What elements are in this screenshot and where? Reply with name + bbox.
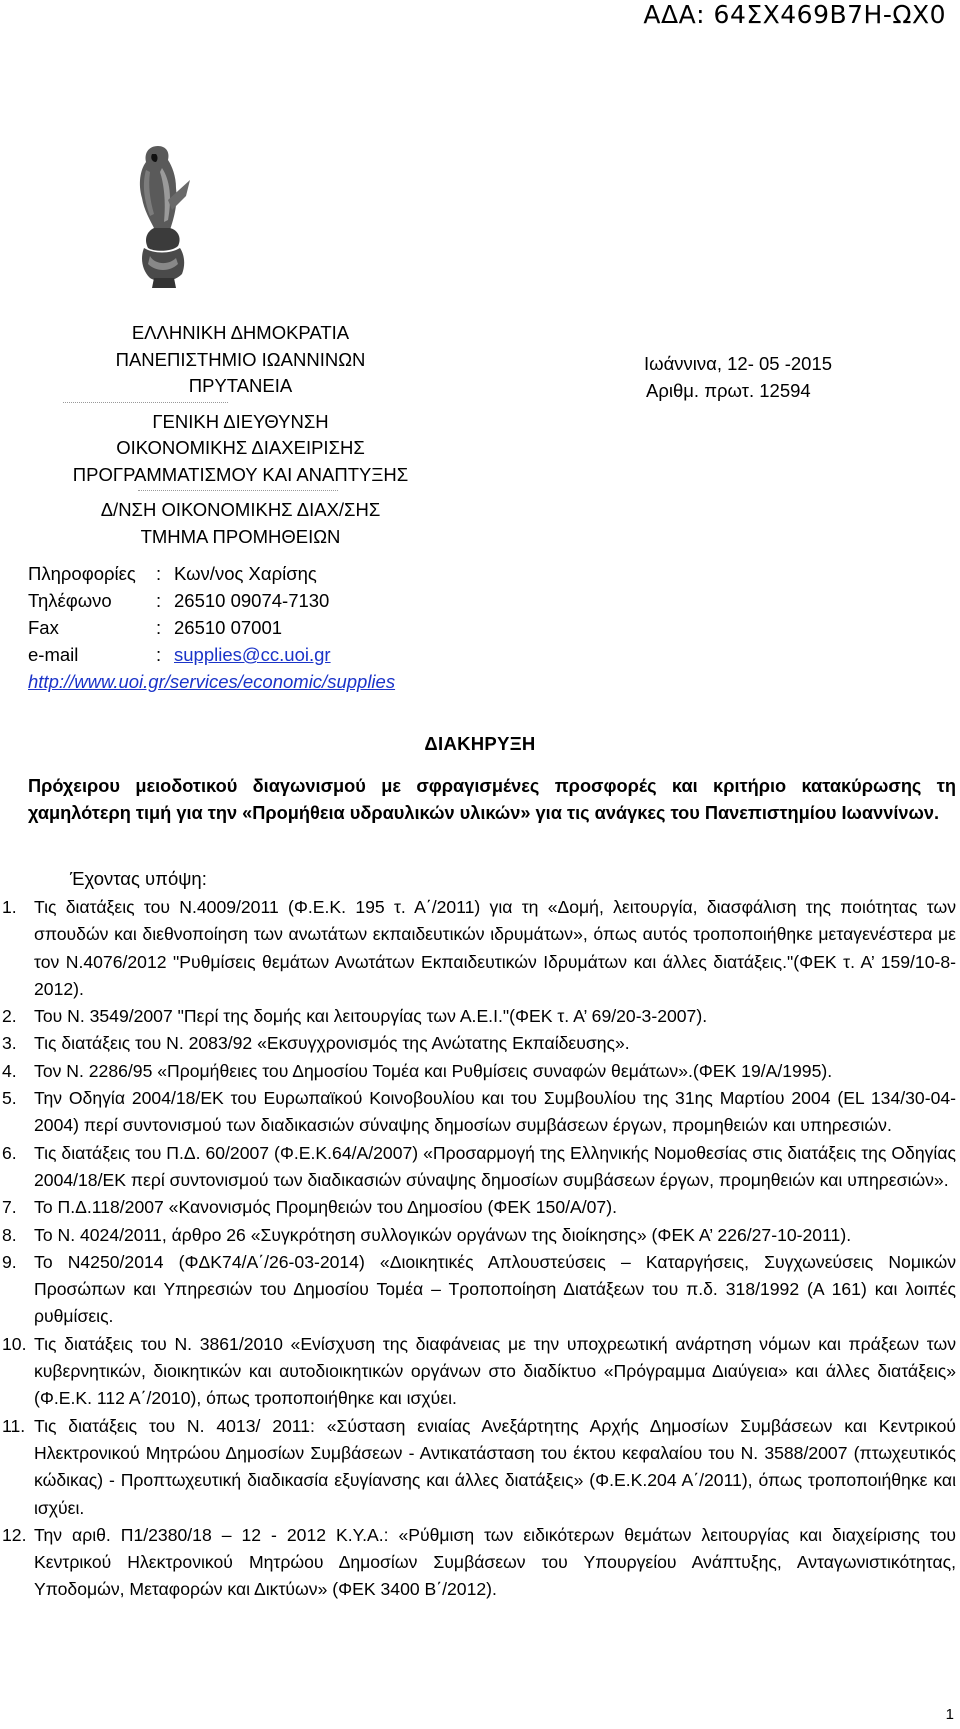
header-line-6: ΠΡΟΓΡΑΜΜΑΤΙΣΜΟΥ ΚΑΙ ΑΝΑΠΤΥΞΗΣ (72, 463, 409, 485)
item-number: 2. (2, 1006, 17, 1027)
item-text: Το Ν4250/2014 (ΦΔΚ74/Α΄/26-03-2014) «Διοικητικές Απλουστεύσεις – Καταργήσεις, Συγχωνεύσεις Νομικών Προσώπων και Υπηρεσιών του Δημοσίου Τομέα – Τροποποίηση Διατάξεων του π.δ. 318/1992 (Α 161) και λοιπές ρυθμίσεις. (34, 1251, 956, 1327)
protocol-number: Αριθμ. πρωτ. 12594 (646, 380, 811, 401)
ada-code: ΑΔΑ: 64ΣΧ469Β7Η-ΩΧ0 (643, 0, 946, 29)
list-item (0, 1331, 956, 1413)
contact-label: Fax (28, 617, 59, 638)
item-text: Τον Ν. 2286/95 «Προμήθειες του Δημοσίου Τομέα και Ρυθμίσεις συναφών θεμάτων».(ΦΕΚ 19/Α/1995). (34, 1060, 833, 1081)
item-number: 1. (2, 897, 17, 917)
item-number: 5. (2, 1088, 17, 1109)
item-number: 9. (2, 1251, 17, 1272)
header-line-2: ΠΑΝΕΠΙΣΤΗΜΙΟ ΙΩΑΝΝΙΝΩΝ (115, 348, 366, 370)
item-number: 11. (2, 1415, 26, 1436)
item-number: 12. (2, 1524, 27, 1545)
document-subject: Πρόχειρου μειοδοτικού διαγωνισμού με σφραγισμένες προσφορές και κριτήριο κατακύρωσης τη χαμηλότερη τιμή για την «Προμήθεια υδραυλικών υλικών» για τις ανάγκες του Πανεπιστημίου Ιωαννίνων. (28, 776, 956, 823)
item-number: 10. (2, 1333, 27, 1354)
list-item (0, 1058, 956, 1085)
contact-row (28, 614, 395, 641)
item-number: 4. (2, 1060, 17, 1081)
list-item (0, 1522, 956, 1604)
item-number: 7. (2, 1197, 17, 1218)
contact-colon: : (156, 644, 162, 665)
having-in-mind-label: Έχοντας υπόψη: (70, 868, 207, 889)
item-text: Το Π.Δ.118/2007 «Κανονισμός Προμηθειών του Δημοσίου (ΦΕΚ 150/Α/07). (34, 1197, 617, 1218)
contact-value: Κων/νος Χαρίσης (174, 563, 317, 584)
item-text: Τις διατάξεις του Ν. 3861/2010 «Ενίσχυση της διαφάνειας με την υποχρεωτική ανάρτηση νόμων και πράξεων των κυβερνητικών, διοικητικών και αυτοδιοικητικών οργάνων στο διαδίκτυο «Πρόγραμμα Διαύγεια» και άλλες διατάξεις» (Φ.Ε.Κ. 112 Α΄/2010), όπως τροποποιήθηκε και ισχύει. (34, 1333, 956, 1409)
list-item (0, 1030, 956, 1057)
contact-colon: : (156, 563, 162, 584)
legal-basis-list (0, 894, 960, 1604)
item-text: Τις διατάξεις του Ν. 4013/ 2011: «Σύσταση ενιαίας Ανεξάρτητης Αρχής Δημοσίων Συμβάσεων και Κεντρικού Ηλεκτρονικού Μητρώου Δημοσίων Συμβάσεων - Αντικατάσταση του έκτου κεφαλαίου του Ν. 3588/2007 (πτωχευτικός κώδικας) - Προπτωχευτική διαδικασία εξυγίανσης και άλλες διατάξεις» (Φ.Ε.Κ.204 Α΄/2011), όπως τροποποιήθηκε και ισχύει. (34, 1415, 956, 1518)
item-text: Τις διατάξεις του Ν.4009/2011 (Φ.Ε.Κ. 195 τ. Α΄/2011) για τη «Δομή, λειτουργία, διασφάλιση της ποιότητας των σπουδών και διεθνοποίηση των ανωτάτων εκπαιδευτικών ιδρυμάτων», όπως αυτός τροποποιήθηκε μεταγενέστερα με τον Ν.4076/2012 "Ρυθμίσεις θεμάτων Ανωτάτων Εκπαιδευτικών Ιδρυμάτων και άλλες διατάξεις."(ΦΕΚ τ. Α’ 159/10-8-2012). (34, 897, 956, 999)
item-text: Την Οδηγία 2004/18/ΕΚ του Ευρωπαϊκού Κοινοβουλίου και του Συμβουλίου της 31ης Μαρτίου 2004 (EL 134/30-04-2004) περί συντονισμού των διαδικασιών σύναψης δημοσίων συμβάσεων έργων, προμηθειών και υπηρεσιών. (34, 1088, 956, 1136)
document-title: ΔΙΑΚΗΡΥΞΗ (424, 733, 536, 754)
header-separator (63, 402, 228, 409)
list-item (0, 1413, 956, 1522)
date-protocol-block (644, 350, 832, 404)
item-number: 3. (2, 1033, 17, 1054)
list-item (0, 894, 956, 1003)
contact-label: e-mail (28, 644, 79, 665)
document-date: Ιωάννινα, 12- 05 -2015 (644, 353, 833, 374)
website-link[interactable]: http://www.uoi.gr/services/economic/supplies (28, 671, 396, 692)
list-item (0, 1249, 956, 1331)
header-line-3: ΠΡΥΤΑΝΕΙΑ (188, 375, 293, 396)
list-item (0, 1194, 956, 1221)
list-item (0, 1222, 956, 1249)
contact-row (28, 560, 395, 587)
page-number: 1 (945, 1706, 954, 1723)
contact-colon: : (156, 617, 162, 638)
issuer-header (18, 320, 463, 550)
contact-info (28, 560, 395, 695)
header-line-4: ΓΕΝΙΚΗ ΔΙΕΥΘΥΝΣΗ (152, 410, 329, 432)
contact-label: Πληροφορίες (28, 563, 136, 584)
item-number: 8. (2, 1224, 17, 1245)
item-text: Τις διατάξεις του Ν. 2083/92 «Εκσυγχρονισμός της Ανώτατης Εκπαίδευσης». (34, 1033, 630, 1054)
header-line-7: Δ/ΝΣΗ ΟΙΚΟΝΟΜΙΚΗΣ ΔΙΑΧ/ΣΗΣ (100, 499, 381, 520)
header-line-8: ΤΜΗΜΑ ΠΡΟΜΗΘΕΙΩΝ (140, 525, 341, 547)
owl-emblem-icon (124, 140, 204, 290)
contact-row (28, 668, 395, 695)
list-item (0, 1085, 956, 1140)
list-item (0, 1140, 956, 1195)
header-line-1: ΕΛΛΗΝΙΚΗ ΔΗΜΟΚΡΑΤΙΑ (131, 322, 350, 343)
header-separator (138, 490, 338, 497)
contact-colon: : (156, 590, 162, 611)
item-text: Το Ν. 4024/2011, άρθρο 26 «Συγκρότηση συλλογικών οργάνων της διοίκησης» (ΦΕΚ Α’ 226/27-10-2011). (34, 1224, 852, 1245)
item-text: Την αριθ. Π1/2380/18 – 12 - 2012 Κ.Υ.Α.: «Ρύθμιση των ειδικότερων θεμάτων λειτουργίας και διαχείρισης του Κεντρικού Ηλεκτρονικού Μητρώου Δημοσίων Συμβάσεων του Υπουργείου Ανάπτυξης, Ανταγωνιστικότητας, Υποδομών, Μεταφορών και Δικτύων» (ΦΕΚ 3400 Β΄/2012). (34, 1524, 956, 1600)
contact-row (28, 641, 395, 668)
item-number: 6. (2, 1142, 17, 1163)
email-link[interactable]: supplies@cc.uoi.gr (174, 644, 331, 665)
item-text: Του Ν. 3549/2007 "Περί της δομής και λειτουργίας των Α.Ε.Ι."(ΦΕΚ τ. Α’ 69/20-3-2007). (34, 1006, 708, 1027)
contact-value: 26510 07001 (174, 617, 283, 638)
contact-label: Τηλέφωνο (28, 590, 112, 611)
contact-row (28, 587, 395, 614)
item-text: Τις διατάξεις του Π.Δ. 60/2007 (Φ.Ε.Κ.64/Α/2007) «Προσαρμογή της Ελληνικής Νομοθεσίας στις διατάξεις της Οδηγίας 2004/18/ΕΚ περί συντονισμού των διαδικασιών σύναψης δημοσίων συμβάσεων έργων, προμηθειών και υπηρεσιών». (34, 1142, 956, 1190)
header-line-5: ΟΙΚΟΝΟΜΙΚΗΣ ΔΙΑΧΕΙΡΙΣΗΣ (116, 437, 365, 458)
list-item (0, 1003, 956, 1030)
contact-value: 26510 09074-7130 (174, 590, 330, 611)
